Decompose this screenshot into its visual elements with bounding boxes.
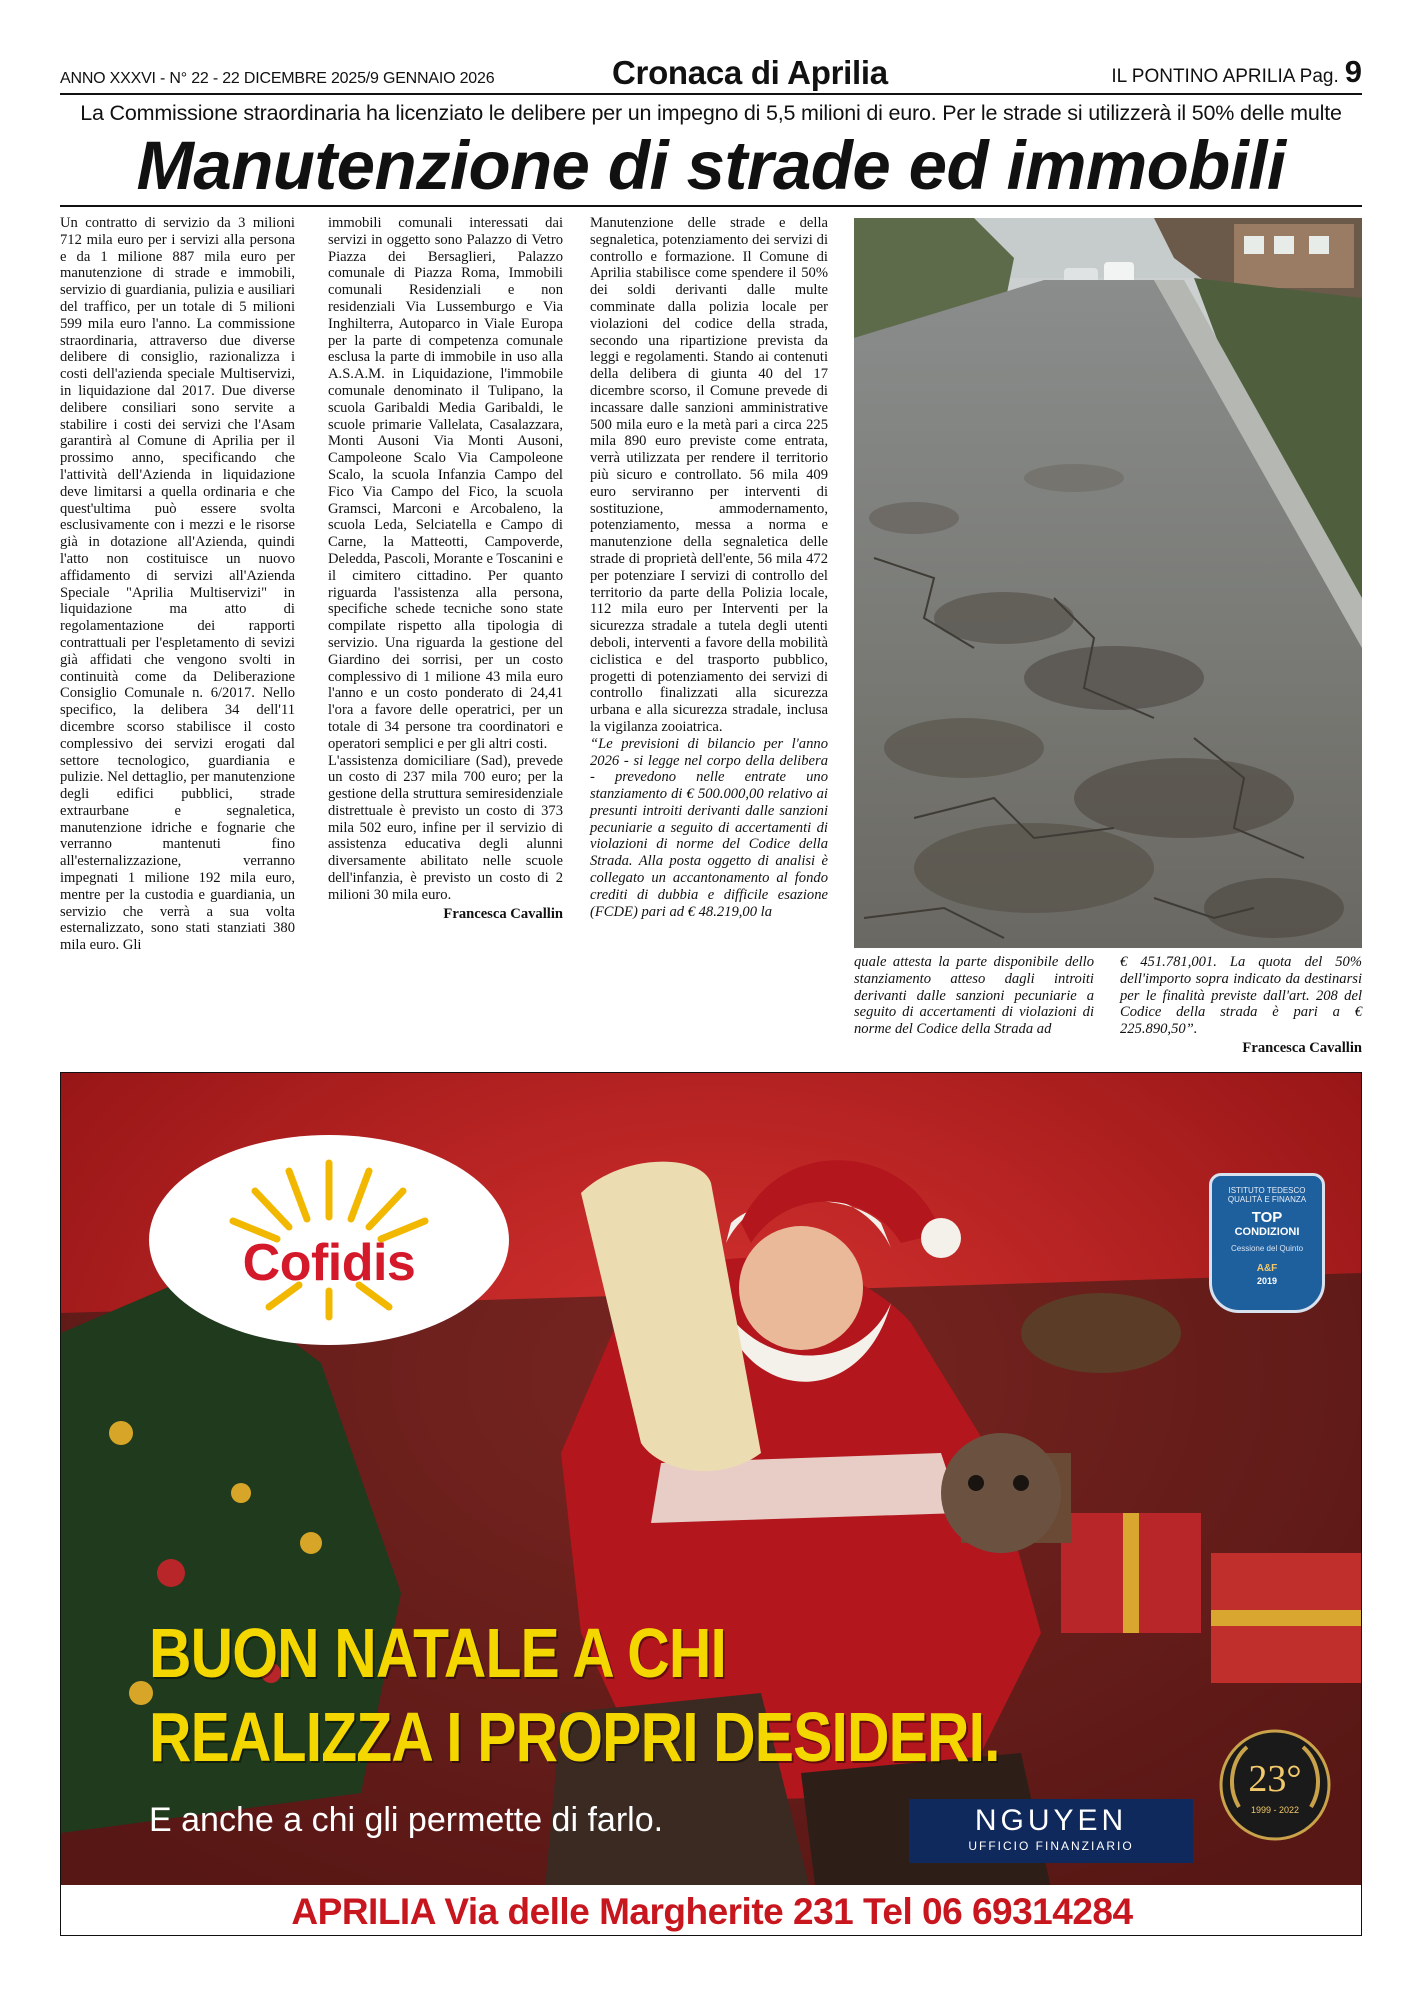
paper-label: IL PONTINO APRILIA Pag. [1111, 66, 1339, 87]
kicker: La Commissione straordinaria ha licenziato le delibere per un impegno di 5,5 milioni di euro. Per le strade si utilizzerà il 50% delle multe [80, 101, 1342, 125]
brand-name: Cofidis [242, 1234, 416, 1292]
slogan-line-2: REALIZZA I PROPRI DESIDERI. [149, 1698, 1000, 1776]
road-photo-image [854, 218, 1362, 948]
anniversary-number: 23° [1248, 1758, 1302, 1800]
section-title: Cronaca di Aprilia [612, 54, 888, 91]
nguyen-logo [909, 1799, 1193, 1863]
article-column-1 [60, 215, 295, 954]
road-photo [854, 218, 1362, 948]
column-2-text: immobili comunali interessati dai servizi in oggetto sono Palazzo di Vetro Piazza dei Bersaglieri, Palazzo comunale di Piazza Roma, Immobili comunali Residenziali e non residenziali Via Lussemburgo e Via Inghilterra, Autoparco in Viale Europa per la parte di competenza comunale esclusa la parte di immobile in uso alla A.S.A.M. in Liquidazione, l'immobile comunale denominato il Tulipano, la scuola Garibaldi Media Garibaldi, le scuole primarie Vallelata, Casalazzara, Monti Ausoni Via Monti Ausoni, Campoleone Scalo Via Campoleone Scalo, la scuola Infanzia Campo del Fico Via Campo del Fico, la scuola Gramsci, Marconi e Arcobaleno, la scuola Leda, Selciatella e Campo di Carne, la Matteotti, Campoverde, Deledda, Pascoli, Morante e Toscanini e il cimitero cittadino. Per quanto riguarda l'assistenza alla persona, specifiche schede tecniche sono state compilate rispetto alla tipologia di servizio. Una riguarda la gestione del Giardino dei sorrisi, per un costo complessivo di 1 milione 43 mila euro l'anno e un costo ponderato di 24,41 l'ora a favore delle operatrici, per un totale di 34 persone tra coordinatori e operatori semplici e per gli altri costi. [328, 215, 563, 752]
issue-info: ANNO XXXVI - N° 22 - 22 DICEMBRE 2025/9 GENNAIO 2026 [60, 70, 495, 87]
column-4-text: quale attesta la parte disponibile dello stanziamento atteso dagli introiti derivanti dalle sanzioni pecuniarie a seguito di accertamenti di violazioni di norme del Codice della Strada ad [854, 954, 1094, 1038]
agency-name: NGUYEN [974, 1804, 1128, 1837]
badge-title-2: CONDIZIONI [1234, 1226, 1300, 1238]
headline: Manutenzione di strade ed immobili [136, 127, 1286, 204]
cofidis-advertisement[interactable] [60, 1072, 1362, 1936]
slogan-line-1: BUON NATALE A CHI [149, 1614, 726, 1692]
badge-top-text: ISTITUTO TEDESCO QUALITÀ E FINANZA [1227, 1186, 1307, 1204]
agency-address: APRILIA Via delle Margherite 231 Tel 06 69314284 [291, 1891, 1133, 1932]
header-rule [60, 93, 1362, 95]
column-2-text-b: L'assistenza domiciliare (Sad), prevede un costo di 237 mila 700 euro; per la gestione della struttura semiresidenziale distrettuale è previsto un costo di 373 mila 502 euro, infine per il servizio di assistenza educativa degli alunni diversamente abilitato nelle scuole dell'infanzia, è previsto un costo di 2 milioni 30 mila euro. [328, 752, 563, 903]
top-condizioni-badge [1209, 1173, 1325, 1313]
article-column-2 [328, 215, 563, 922]
agency-subtitle: UFFICIO FINANZIARIO [968, 1839, 1134, 1853]
ad-subslogan: E anche a chi gli permette di farlo. [149, 1801, 664, 1839]
anniversary-emblem [1217, 1727, 1333, 1843]
byline-2: Francesca Cavallin [1242, 1039, 1362, 1056]
badge-subtitle: Cessione del Quinto [1230, 1244, 1304, 1253]
page-number: 9 [1344, 54, 1362, 89]
column-3-quote: “Le previsioni di bilancio per l'anno 2026 - si legge nel corpo della delibera - prevedono nelle entrate uno stanziamento di € 500.000,00 relativo ai presunti introiti derivanti dalle sanzioni pecuniarie a seguito di accertamenti di violazioni di norme del Codice della Strada. Alla posta oggetto di analisi è collegato un accantonamento al fondo crediti di dubbia e difficile esazione (FCDE) pari ad € 48.219,00 la [590, 735, 828, 920]
article-column-3 [590, 215, 828, 920]
badge-title-1: TOP [1251, 1209, 1283, 1226]
running-header [60, 54, 1362, 92]
column-5-text: € 451.781,001. La quota del 50% dell'importo sopra indicato da destinarsi per le finalità previste dall'art. 208 del Codice della strada è pari a € 225.890,50”. [1120, 954, 1362, 1038]
paper-name [1111, 54, 1362, 90]
badge-year: 2019 [1256, 1276, 1278, 1286]
article-column-5 [1120, 954, 1362, 1057]
byline: Francesca Cavallin [443, 905, 563, 922]
article-column-4 [854, 954, 1094, 1038]
headline-rule [60, 205, 1362, 207]
ad-slogan [149, 1611, 1000, 1779]
column-3-text: Manutenzione delle strade e della segnaletica, potenziamento dei servizi di controllo e formazione. Il Comune di Aprilia stabilisce come spendere il 50% dei soldi derivanti dalle multe comminate dalla polizia locale per violazioni del codice della strada, secondo una ripartizione prevista da leggi e regolamenti. Stando ai contenuti della delibera di giunta 40 del 17 dicembre scorso, il Comune prevede di incassare dalle sanzioni amministrative 500 mila euro e la metà pari a circa 225 mila 890 euro previste come entrata, verrà utilizzata per rendere il territorio più sicuro e controllato. 56 mila 409 euro serviranno per interventi di sostituzione, ammodernamento, potenziamento, messa a norma e manutenzione della segnaletica delle strade di proprietà dell'ente, 56 mila 472 per potenziare I servizi di controllo del territorio da parte della Polizia locale, 112 mila euro per Interventi per la sicurezza stradale a tutela degli utenti deboli, interventi a favore della mobilità ciclistica e del trasporto pubblico, progetti di potenziamento dei servizi di controllo finalizzati alla sicurezza urbana e alla sicurezza stradale, inclusa la vigilanza zooiatrica. [590, 215, 828, 735]
anniversary-years: 1999 - 2022 [1250, 1805, 1300, 1815]
badge-org: A&F [1256, 1263, 1278, 1274]
cofidis-logo [149, 1135, 509, 1345]
column-1-text: Un contratto di servizio da 3 milioni 712 mila euro per i servizi alla persona e da 1 milione 887 mila euro per manutenzione di strade e immobili, servizio di guardiania, pulizia e ausiliari del traffico, per un totale di 5 milioni 599 mila euro l'anno. La commissione straordinaria, attraverso due diverse delibere di consiglio, razionalizza i costi dell'azienda speciale Multiservizi, in liquidazione dal 2017. Due diverse delibere consiliari sono servite a stabilire i costi dei servizi che l'Asam garantirà al Comune di Aprilia per il prossimo anno, specificando che l'attività dell'Azienda in liquidazione deve limitarsi a quella ordinaria e che quest'ultima può essere svolta esclusivamente con i mezzi e le risorse già in dotazione all'Azienda, quindi l'atto non costituisce un nuovo affidamento di servizi all'Azienda Speciale "Aprilia Multiservizi" in liquidazione ma atto di regolamentazione dei rapporti contrattuali per l'espletamento di sevizi già affidati che vengono svolti in continuità come da Deliberazione Consiglio Comunale n. 6/2017. Nello specifico, la delibera 34 dell'11 dicembre scorso stabilisce il costo complessivo dei servizi erogati dal settore tecnologico, guardiania e pulizie. Nel dettaglio, per manutenzione degli edifici pubblici, strade extraurbane e segnaletica, manutenzione idriche e fognarie che verranno mantenuti fino all'esternalizzazione, verranno impegnati 1 milione 192 mila euro, mentre per la custodia e guardiania, un servizio che verrà a sua volta esternalizzato, sono stati stanziati 380 mila euro. Gli [60, 215, 295, 954]
